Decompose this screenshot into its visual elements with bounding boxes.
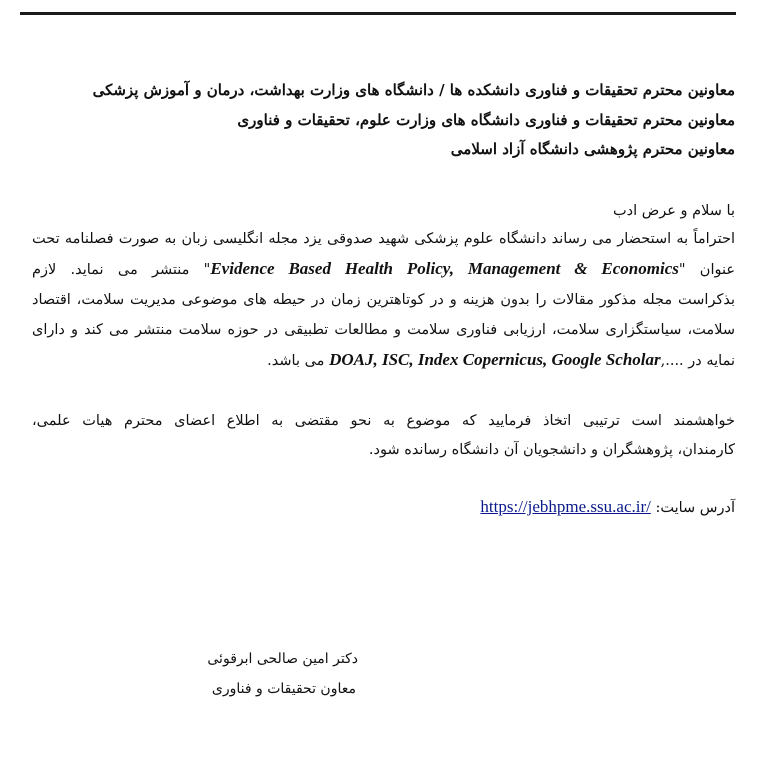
paragraph-1-line-4: سلامت، سیاستگزاری سلامت، ارزیابی فناوری سلامت و مطالعات تطبیقی در حوزه سلامت منتشر می کند و دارای [32, 322, 735, 338]
p1-line5-before: نمایه در ...., [660, 353, 735, 369]
p1-line2-before: عنوان " [678, 262, 735, 278]
paragraph-1-line-5 [267, 350, 735, 371]
website-link[interactable]: https://jebhpme.ssu.ac.ir/ [480, 497, 651, 516]
journal-name: Evidence Based Health Policy, Management & Economics [210, 259, 679, 278]
paragraph-2-line-1: خواهشمند است ترتیبی اتخاذ فرمایید که موضوع به نحو مقتضی به اطلاع اعضای محترم هیات علمی، [32, 413, 735, 429]
p1-line2-after: " منتشر می نماید. لازم [32, 262, 211, 278]
recipient-line-3: معاونین محترم پژوهشی دانشگاه آزاد اسلامی [450, 140, 735, 158]
paragraph-1-line-3: بذکراست مجله مذکور مقالات را بدون هزینه و در کوتاهترین زمان در حیطه های موضوعی مدیریت سلامت، اقتصاد [32, 292, 735, 308]
signatory-title: معاون تحقیقات و فناوری [211, 681, 356, 697]
recipient-line-2: معاونین محترم تحقیقات و فناوری دانشگاه های وزارت علوم، تحقیقات و فناوری [237, 111, 735, 129]
top-rule [20, 12, 736, 15]
index-list: DOAJ, ISC, Index Copernicus, Google Scholar [329, 350, 661, 369]
paragraph-1-line-2 [32, 259, 735, 280]
recipient-line-1: معاونین محترم تحقیقات و فناوری دانشکده ها / دانشگاه های وزارت بهداشت، درمان و آموزش پزشکی [92, 81, 735, 99]
signatory-name: دکتر امین صالحی ابرقوئی [207, 651, 358, 667]
paragraph-2-line-2: کارمندان، پژوهشگران و دانشجویان آن دانشگاه رسانده شود. [368, 442, 735, 458]
greeting: با سلام و عرض ادب [613, 203, 735, 219]
address-label: آدرس سایت: [650, 500, 735, 516]
website-address [480, 497, 735, 518]
p1-line5-after: می باشد. [267, 353, 330, 369]
paragraph-1-line-1: احتراماً به استحضار می رساند دانشگاه علوم پزشکی شهید صدوقی یزد مجله انگلیسی زبان به صورت فصلنامه تحت [32, 231, 735, 247]
